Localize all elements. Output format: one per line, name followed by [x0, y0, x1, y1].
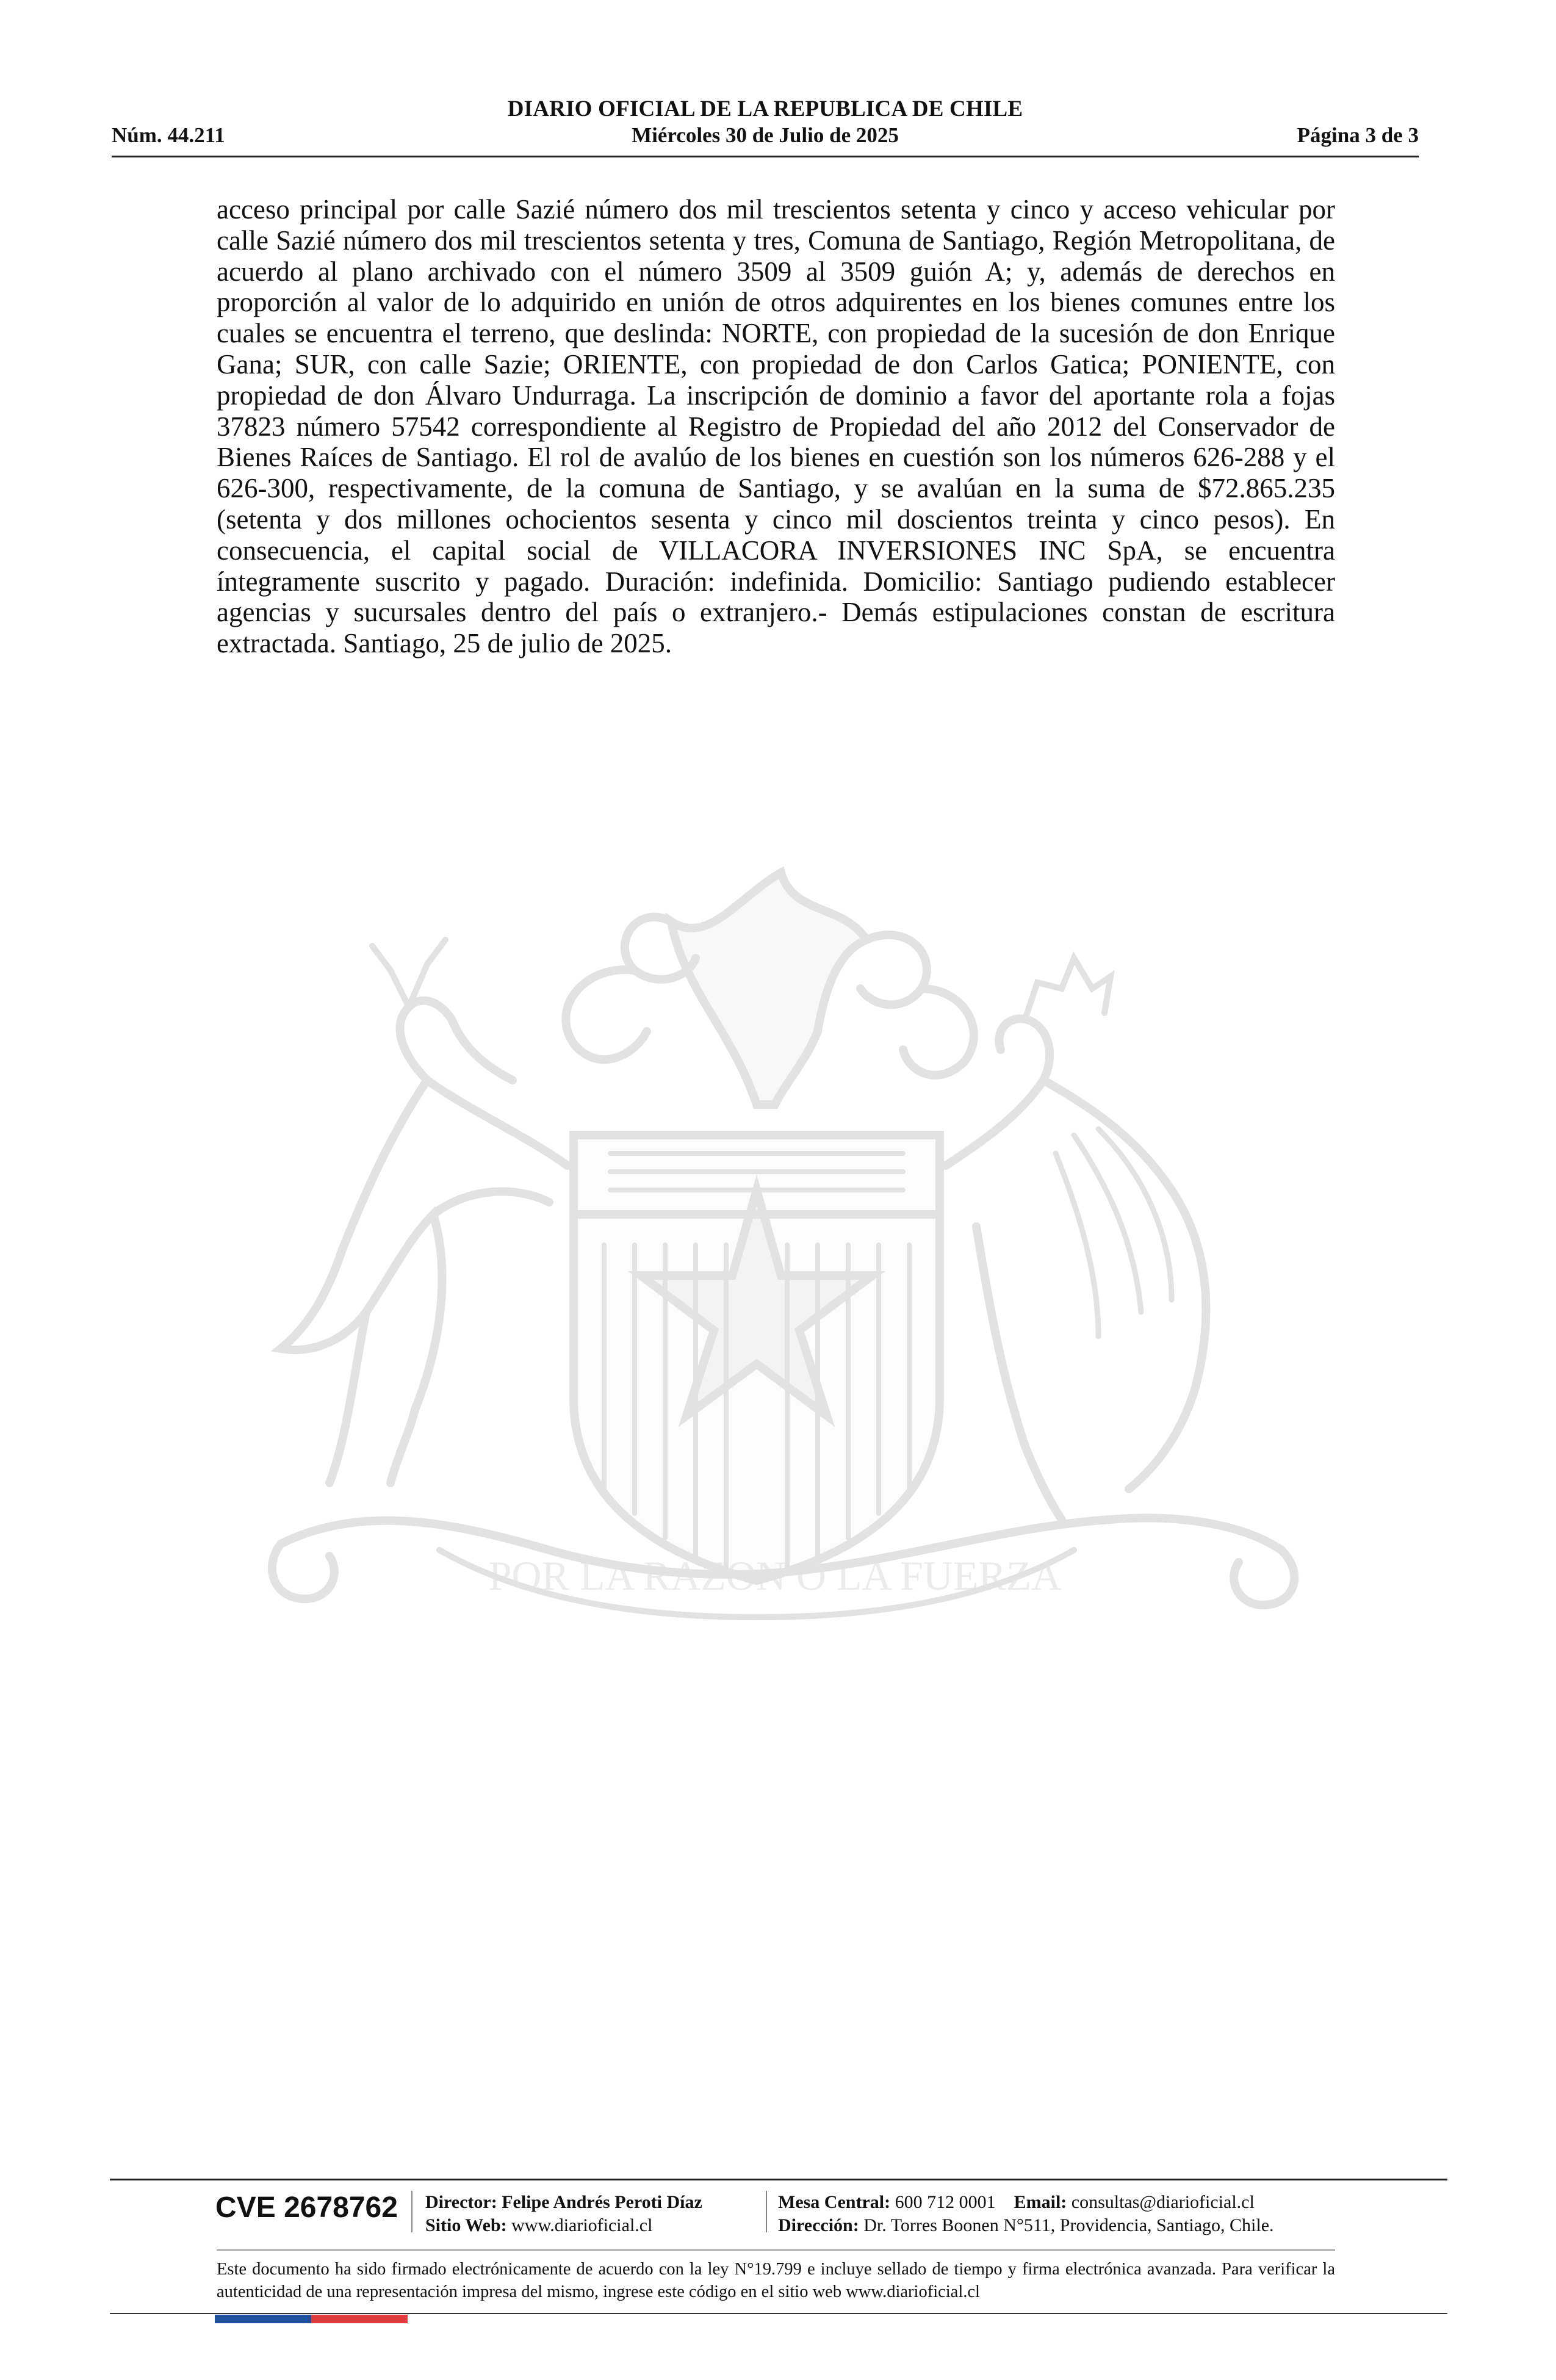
footer-divider — [411, 2191, 412, 2232]
mesa-label: Mesa Central: — [778, 2192, 891, 2212]
flag-stripe-blue — [215, 2315, 311, 2323]
coat-of-arms-watermark — [207, 848, 1342, 1672]
website-label: Sitio Web: — [425, 2215, 507, 2235]
address-label: Dirección: — [778, 2215, 859, 2235]
director-label: Director: — [425, 2192, 497, 2212]
watermark-motto: POR LA RAZON O LA FUERZA — [488, 1552, 1062, 1599]
issue-date: Miércoles 30 de Julio de 2025 — [632, 123, 899, 147]
page-header — [112, 95, 1419, 157]
body-paragraph: acceso principal por calle Sazié número dos mil trescientos setenta y cinco y acceso vehicular por calle Sazié número dos mil trescientos setenta y tres, Comuna de Santiago, Región Metropolitana, de acuerdo al plano archivado con el número 3509 al 3509 guión A; y, además de derechos en proporción al valor de lo adquirido en unión de otros adquirentes en los bienes comunes entre los cuales se encuentra el terreno, que deslinda: NORTE, con propiedad de la sucesión de don Enrique Gana; SUR, con calle Sazie; ORIENTE, con propiedad de don Carlos Gatica; PONIENTE, con propiedad de don Álvaro Undurraga. La inscripción de dominio a favor del aportante rola a fojas 37823 número 57542 correspondiente al Registro de Propiedad del año 2012 del Conservador de Bienes Raíces de Santiago. El rol de avalúo de los bienes en cuestión son los números 626-288 y el 626-300, respectivamente, de la comuna de Santiago, y se avalúan en la suma de $72.865.235 (setenta y dos millones ochocientos sesenta y cinco mil doscientos treinta y cinco pesos). En consecuencia, el capital social de VILLACORA INVERSIONES INC SpA, se encuentra íntegramente suscrito y pagado. Duración: indefinida. Domicilio: Santiago pudiendo establecer agencias y sucursales dentro del país o extranjero.- Demás estipulaciones constan de escritura extractada. Santiago, 25 de julio de 2025. — [217, 194, 1335, 659]
issue-number: Núm. 44.211 — [112, 123, 225, 147]
page-number: Página 3 de 3 — [1297, 123, 1419, 147]
email-label: Email: — [1014, 2192, 1067, 2212]
email-link[interactable]: consultas@diarioficial.cl — [1071, 2192, 1255, 2212]
website-link[interactable]: www.diarioficial.cl — [511, 2215, 653, 2235]
footer-contact-block — [778, 2191, 1274, 2237]
mesa-phone: 600 712 0001 — [895, 2192, 996, 2212]
flag-stripe-red — [311, 2315, 408, 2323]
footer-divider — [766, 2191, 767, 2232]
cve-code: CVE 2678762 — [215, 2191, 398, 2224]
director-name: Felipe Andrés Peroti Díaz — [502, 2192, 702, 2212]
footer-bottom-rule — [110, 2313, 1447, 2314]
footer-director-block — [425, 2191, 702, 2237]
footer-top-rule — [110, 2179, 1447, 2180]
footer-mid-rule — [217, 2249, 1335, 2251]
address-value: Dr. Torres Boonen N°511, Providencia, Santiago, Chile. — [863, 2215, 1274, 2235]
publication-title: DIARIO OFICIAL DE LA REPUBLICA DE CHILE — [507, 96, 1023, 121]
legal-notice: Este documento ha sido firmado electrónicamente de acuerdo con la ley N°19.799 e incluye sellado de tiempo y firma electrónica avanzada. Para verificar la autenticidad de una representación impresa del mismo, ingrese este código en el sitio web www.diarioficial.cl — [217, 2260, 1335, 2301]
